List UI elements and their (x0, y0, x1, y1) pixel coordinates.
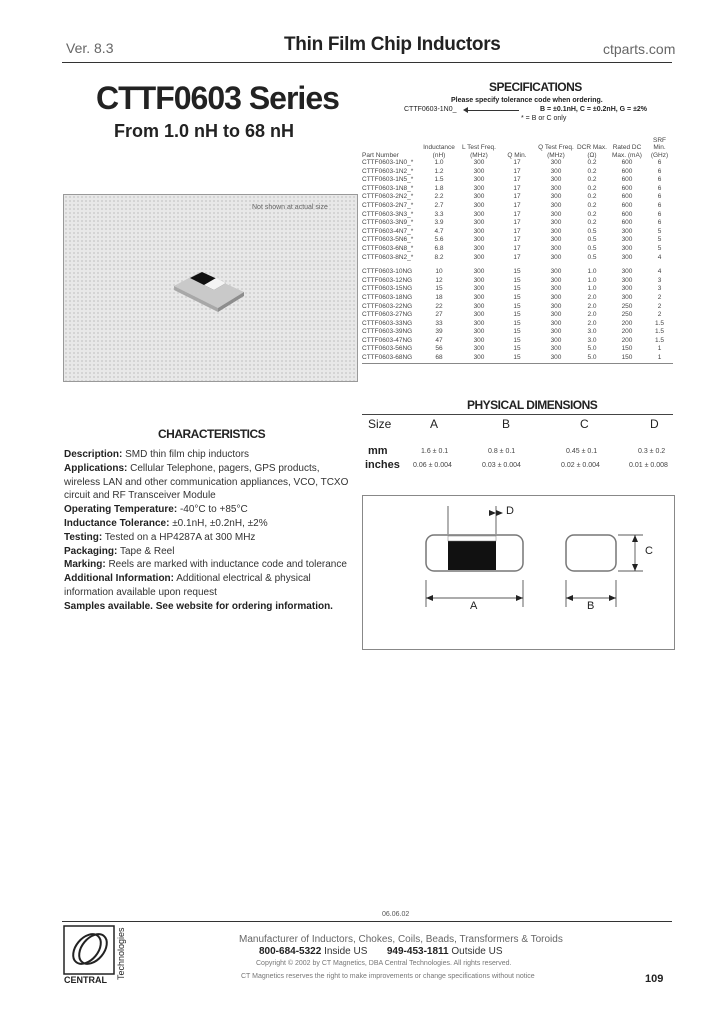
char-key: Marking: (64, 559, 106, 571)
spec-cell: CTTF0603-18NG (362, 293, 413, 301)
col-q-min: Q Min. (507, 151, 527, 159)
char-marking (64, 558, 354, 572)
spec-cell: 600 (621, 184, 633, 192)
spec-cell: 0.5 (587, 236, 597, 244)
spec-cell: 4 (657, 253, 662, 261)
spec-row (362, 236, 673, 245)
spec-row (362, 268, 673, 277)
dimension-drawing (363, 496, 674, 649)
header-rule (62, 62, 672, 63)
spec-row (362, 294, 673, 303)
spec-cell: CTTF0603-33NG (362, 319, 413, 327)
spec-cell: 2.0 (587, 293, 597, 301)
spec-cell: 5.0 (587, 345, 597, 353)
diagram-label-a: A (470, 600, 478, 612)
char-key: Inductance Tolerance: (64, 517, 170, 529)
spec-cell: 56 (435, 345, 443, 353)
spec-cell: 1 (657, 354, 662, 362)
spec-cell: 0.2 (587, 184, 597, 192)
spec-cell: 150 (621, 354, 633, 362)
spec-cell: 300 (473, 253, 485, 261)
char-value: ±0.1nH, ±0.2nH, ±2% (172, 517, 268, 529)
spec-cell: 600 (621, 201, 633, 209)
spec-cell: 1.5 (654, 328, 665, 336)
spec-cell: 300 (550, 167, 562, 175)
spec-cell: 17 (513, 184, 521, 192)
spec-cell: CTTF0603-1N5_* (362, 176, 414, 184)
dims-mm-a: 1.6 ± 0.1 (421, 448, 449, 455)
spec-cell: 17 (513, 219, 521, 227)
spec-row (362, 277, 673, 286)
revision-date: 06.06.02 (382, 911, 410, 918)
char-packaging (64, 545, 354, 559)
spec-cell: 12 (435, 276, 443, 284)
footer-tagline: Manufacturer of Inductors, Chokes, Coils, Beads, Transformers & Toroids (239, 934, 563, 945)
spec-cell: CTTF0603-56NG (362, 345, 413, 353)
spec-cell: 300 (550, 159, 562, 166)
dims-in-d: 0.01 ± 0.008 (629, 462, 668, 469)
spec-cell: 300 (621, 285, 633, 293)
spec-cell: 47 (435, 336, 443, 344)
spec-cell: 15 (513, 354, 521, 362)
col-part-number: Part Number (362, 151, 399, 159)
spec-cell: 3.3 (434, 210, 444, 218)
spec-cell: 3 (657, 276, 662, 284)
spec-cell: CTTF0603-12NG (362, 276, 413, 284)
spec-cell: 300 (473, 302, 485, 310)
spec-cell: CTTF0603-2N2_* (362, 193, 414, 201)
spec-cell: 300 (473, 176, 485, 184)
char-key: Description: (64, 449, 123, 460)
spec-cell: 300 (621, 293, 633, 301)
tolerance-codes: B = ±0.1nH, C = ±0.2nH, G = ±2% (540, 106, 648, 113)
spec-row (362, 228, 673, 237)
page-title: Thin Film Chip Inductors (284, 34, 501, 55)
spec-row (362, 285, 673, 294)
spec-cell: 1.5 (434, 176, 444, 184)
dims-col-a: A (430, 417, 439, 431)
spec-cell: 2 (657, 302, 662, 310)
spec-cell: 300 (550, 328, 562, 336)
spec-cell: 2.2 (434, 193, 444, 201)
spec-cell: 5 (657, 236, 662, 244)
spec-cell: 17 (513, 236, 521, 244)
spec-cell: 300 (473, 219, 485, 227)
spec-cell: 300 (550, 276, 562, 284)
order-code-example: CTTF0603-1N0_ (404, 106, 457, 113)
spec-cell: 6.8 (434, 244, 444, 252)
spec-cell: 33 (435, 319, 443, 327)
spec-cell: 300 (473, 210, 485, 218)
copyright-text: Copyright © 2002 by CT Magnetics, DBA Central Technologies. All rights reserved. (256, 960, 512, 967)
spec-cell: 300 (550, 176, 562, 184)
spec-cell: 200 (621, 319, 633, 327)
spec-cell: 1 (657, 345, 662, 353)
logo-name: CENTRAL (64, 975, 107, 985)
spec-cell: 2.0 (587, 311, 597, 319)
spec-row (362, 202, 673, 211)
spec-row (362, 254, 673, 263)
spec-cell: 15 (513, 293, 521, 301)
spec-cell: 3.9 (434, 219, 444, 227)
spec-cell: 1.5 (654, 336, 665, 344)
spec-row (362, 311, 673, 320)
spec-cell: 0.2 (587, 210, 597, 218)
physical-dimensions-heading: PHYSICAL DIMENSIONS (467, 398, 598, 412)
spec-row (362, 211, 673, 220)
spec-cell: 300 (550, 201, 562, 209)
spec-cell: 300 (473, 354, 485, 362)
spec-cell: 4.7 (434, 227, 444, 235)
spec-cell: 0.5 (587, 227, 597, 235)
page-number: 109 (645, 973, 664, 985)
spec-cell: CTTF0603-22NG (362, 302, 413, 310)
spec-cell: 1.0 (434, 159, 444, 166)
spec-cell: 300 (473, 184, 485, 192)
spec-cell: 15 (513, 285, 521, 293)
series-name: CTTF0603 Series (96, 80, 339, 116)
spec-cell: 600 (621, 210, 633, 218)
spec-cell: 5 (657, 244, 662, 252)
char-key: Operating Temperature: (64, 504, 178, 516)
spec-cell: 2.0 (587, 319, 597, 327)
phone-outside-note: Outside US (451, 946, 503, 957)
spec-cell: 300 (473, 193, 485, 201)
col-rated-dc: Rated DC Max. (mA) (612, 144, 642, 159)
spec-cell: 1.0 (587, 268, 597, 276)
spec-cell: 1.8 (434, 184, 444, 192)
spec-cell: 300 (550, 319, 562, 327)
col-srf-min: SRF Min. (GHz) (650, 136, 669, 159)
spec-row (362, 245, 673, 254)
spec-cell: 17 (513, 193, 521, 201)
spec-cell: 0.2 (587, 176, 597, 184)
spec-cell: CTTF0603-39NG (362, 328, 413, 336)
spec-cell: 8.2 (434, 253, 444, 261)
spec-cell: CTTF0603-10NG (362, 268, 413, 276)
spec-cell: 300 (473, 285, 485, 293)
spec-cell: 6 (657, 159, 662, 166)
dims-in-a: 0.06 ± 0.004 (413, 462, 452, 469)
spec-cell: 3.0 (587, 328, 597, 336)
spec-cell: 300 (621, 253, 633, 261)
dims-size-label: Size (368, 417, 392, 431)
spec-cell: 6 (657, 184, 662, 192)
spec-cell: 300 (550, 219, 562, 227)
spec-cell: 300 (473, 276, 485, 284)
logo-side-text: Technologies (116, 927, 126, 980)
dims-col-b: B (502, 417, 511, 431)
series-range: From 1.0 nH to 68 nH (114, 121, 295, 141)
version-label: Ver. 8.3 (66, 40, 114, 56)
char-value: -40°C to +85°C (179, 504, 248, 516)
spec-cell: 0.2 (587, 159, 597, 166)
char-value: Additional electrical & physical information available upon request (64, 573, 311, 598)
spec-cell: 2 (657, 293, 662, 301)
spec-cell: 300 (473, 336, 485, 344)
char-key: Testing: (64, 531, 103, 543)
dims-col-c: C (580, 417, 589, 431)
spec-cell: CTTF0603-1N8_* (362, 184, 414, 192)
spec-cell: 6 (657, 176, 662, 184)
col-dcr-max: DCR Max. (Ω) (577, 144, 607, 159)
char-testing (64, 531, 354, 545)
phone-inside-us[interactable]: 800-684-5322 (259, 946, 322, 957)
spec-cell: 17 (513, 244, 521, 252)
spec-cell: 300 (621, 276, 633, 284)
spec-cell: 6 (657, 210, 662, 218)
spec-cell: 0.2 (587, 201, 597, 209)
char-key: Packaging: (64, 545, 118, 557)
spec-cell: CTTF0603-1N2_* (362, 167, 414, 175)
spec-cell: 0.5 (587, 253, 597, 261)
spec-cell: 300 (550, 285, 562, 293)
spec-cell: 1.5 (654, 319, 665, 327)
spec-cell: 5.6 (434, 236, 444, 244)
spec-cell: 300 (473, 201, 485, 209)
chip-inductor-illustration (170, 258, 250, 313)
spec-cell: 17 (513, 201, 521, 209)
spec-cell: CTTF0603-5N6_* (362, 236, 414, 244)
spec-cell: 250 (621, 302, 633, 310)
spec-cell: 2.0 (587, 302, 597, 310)
spec-row (362, 159, 673, 168)
spec-cell: 600 (621, 193, 633, 201)
spec-cell: 300 (473, 227, 485, 235)
spec-cell: 300 (473, 319, 485, 327)
spec-cell: 15 (513, 276, 521, 284)
spec-cell: 300 (621, 236, 633, 244)
char-value: Tested on a HP4287A at 300 MHz (104, 531, 256, 543)
samples-note: Samples available. See website for ordering information. (64, 600, 333, 612)
spec-cell: 300 (550, 193, 562, 201)
spec-cell: 300 (473, 236, 485, 244)
spec-cell: 300 (473, 167, 485, 175)
characteristics-list (64, 448, 354, 614)
spec-cell: 250 (621, 311, 633, 319)
spec-cell: 3.0 (587, 336, 597, 344)
spec-cell: 300 (550, 210, 562, 218)
spec-cell: 1.0 (587, 276, 597, 284)
spec-cell: 27 (435, 311, 443, 319)
dims-inches-label: inches (365, 459, 400, 471)
spec-cell: 600 (621, 219, 633, 227)
spec-row (362, 328, 673, 337)
characteristics-heading: CHARACTERISTICS (158, 427, 266, 441)
spec-cell: 300 (550, 227, 562, 235)
spec-cell: 15 (513, 302, 521, 310)
spec-cell: 6 (657, 167, 662, 175)
spec-cell: 39 (435, 328, 443, 336)
spec-table-body (362, 159, 673, 363)
spec-cell: 300 (550, 184, 562, 192)
spec-cell: CTTF0603-47NG (362, 336, 413, 344)
char-key: Additional Information: (64, 573, 174, 585)
central-logo-icon (63, 925, 115, 975)
col-q-test-freq: Q Test Freq. (MHz) (538, 144, 574, 159)
chip-side-view (566, 535, 616, 571)
spec-cell: 300 (621, 227, 633, 235)
spec-cell: 68 (435, 354, 443, 362)
spec-cell: 1.2 (434, 167, 444, 175)
specifications-heading: SPECIFICATIONS (489, 80, 582, 94)
website-link[interactable]: ctparts.com (603, 41, 676, 57)
spec-row (362, 219, 673, 228)
spec-cell: CTTF0603-3N9_* (362, 219, 414, 227)
spec-cell: 300 (550, 293, 562, 301)
spec-cell: CTTF0603-4N7_* (362, 227, 414, 235)
spec-cell: 15 (513, 268, 521, 276)
spec-row (362, 176, 673, 185)
spec-cell: 300 (473, 328, 485, 336)
bc-note: * = B or C only (521, 115, 567, 122)
dims-mm-c: 0.45 ± 0.1 (566, 448, 598, 455)
spec-cell: 600 (621, 167, 633, 175)
footer-rule (62, 921, 672, 922)
spec-cell: 6 (657, 193, 662, 201)
spec-cell: 10 (435, 268, 443, 276)
spec-row (362, 193, 673, 202)
char-additional-info (64, 572, 354, 600)
spec-cell: 300 (473, 293, 485, 301)
photo-caption: Not shown at actual size (252, 204, 328, 211)
spec-row (362, 185, 673, 194)
char-inductance-tolerance (64, 517, 354, 531)
spec-row (362, 320, 673, 329)
spec-cell: 0.2 (587, 193, 597, 201)
diagram-label-d: D (506, 505, 514, 517)
spec-cell: 6 (657, 219, 662, 227)
spec-cell: CTTF0603-3N3_* (362, 210, 414, 218)
spec-cell: 17 (513, 253, 521, 261)
spec-row (362, 354, 673, 363)
spec-cell: 300 (550, 345, 562, 353)
spec-cell: 200 (621, 336, 633, 344)
spec-cell: 15 (513, 319, 521, 327)
spec-cell: 300 (550, 311, 562, 319)
col-l-test-freq: L Test Freq. (MHz) (462, 144, 496, 159)
spec-cell: 300 (550, 302, 562, 310)
spec-row (362, 345, 673, 354)
char-key: Applications: (64, 462, 128, 474)
phone-outside-us[interactable]: 949-453-1811 (386, 946, 449, 957)
spec-cell: 4 (657, 268, 662, 276)
phone-inside-note: Inside US (324, 946, 368, 957)
spec-cell: 150 (621, 345, 633, 353)
spec-cell: 300 (550, 244, 562, 252)
spec-cell: 300 (550, 268, 562, 276)
dims-in-b: 0.03 ± 0.004 (482, 462, 521, 469)
spec-cell: 18 (435, 293, 443, 301)
dimensions-rule (362, 414, 673, 415)
spec-cell: 300 (550, 336, 562, 344)
char-value: SMD thin film chip inductors (125, 449, 250, 460)
spec-cell: 300 (473, 311, 485, 319)
spec-cell: CTTF0603-27NG (362, 311, 413, 319)
spec-cell: 300 (550, 253, 562, 261)
spec-cell: 600 (621, 176, 633, 184)
diagram-label-c: C (645, 545, 653, 557)
dims-in-c: 0.02 ± 0.004 (561, 462, 600, 469)
spec-cell: 200 (621, 328, 633, 336)
spec-cell: 300 (550, 236, 562, 244)
col-inductance: Inductance (nH) (423, 144, 455, 159)
spec-cell: 300 (473, 345, 485, 353)
disclaimer-text: CT Magnetics reserves the right to make improvements or change specifications without notice (241, 973, 535, 980)
spec-cell: 2.7 (434, 201, 444, 209)
spec-cell: 17 (513, 167, 521, 175)
spec-cell: 300 (473, 268, 485, 276)
dims-mm-label: mm (368, 445, 388, 457)
spec-cell: 600 (621, 159, 633, 166)
spec-cell: 15 (513, 336, 521, 344)
spec-row (362, 168, 673, 177)
spec-cell: 22 (435, 302, 443, 310)
spec-cell: 6 (657, 201, 662, 209)
spec-cell: 17 (513, 227, 521, 235)
spec-cell: CTTF0603-2N7_* (362, 201, 414, 209)
spec-cell: 3 (657, 285, 662, 293)
char-applications (64, 462, 354, 503)
spec-cell: 1.0 (587, 285, 597, 293)
dims-col-d: D (650, 417, 659, 431)
spec-row (362, 337, 673, 346)
dimension-diagram (362, 495, 675, 650)
diagram-label-b: B (587, 600, 595, 612)
spec-cell: 2 (657, 311, 662, 319)
dims-mm-d: 0.3 ± 0.2 (638, 448, 666, 455)
spec-cell: 15 (513, 345, 521, 353)
spec-cell: 300 (473, 159, 485, 166)
spec-cell: 17 (513, 176, 521, 184)
dims-mm-b: 0.8 ± 0.1 (488, 448, 516, 455)
spec-cell: 15 (513, 311, 521, 319)
spec-cell: 17 (513, 210, 521, 218)
spec-cell: 17 (513, 159, 521, 166)
spec-cell: CTTF0603-68NG (362, 354, 413, 362)
spec-cell: 5.0 (587, 354, 597, 362)
char-operating-temp (64, 503, 354, 517)
spec-cell: 300 (473, 244, 485, 252)
spec-cell: 300 (550, 354, 562, 362)
order-code-arrow (467, 110, 519, 111)
spec-cell: 15 (513, 328, 521, 336)
spec-cell: CTTF0603-15NG (362, 285, 413, 293)
char-value: Tape & Reel (119, 545, 175, 557)
spec-cell: CTTF0603-1N0_* (362, 159, 414, 166)
spec-cell: 15 (435, 285, 443, 293)
spec-cell: CTTF0603-8N2_* (362, 253, 414, 261)
char-value: Cellular Telephone, pagers, GPS products, wireless LAN and other communication appliances, VCO, TCXO circuit and RF Transceiver Module (64, 462, 349, 502)
spec-cell: 300 (621, 268, 633, 276)
char-description (64, 448, 354, 462)
spec-row (362, 303, 673, 312)
tolerance-note: Please specify tolerance code when ordering. (451, 97, 603, 104)
spec-cell: 5 (657, 227, 662, 235)
specifications-table (362, 132, 673, 364)
spec-cell: 0.5 (587, 244, 597, 252)
spec-cell: 300 (621, 244, 633, 252)
spec-cell: 0.2 (587, 167, 597, 175)
spec-cell: 0.2 (587, 219, 597, 227)
spec-header-row (362, 132, 673, 159)
char-value: Reels are marked with inductance code and tolerance (108, 559, 347, 571)
footer-phones (259, 946, 503, 957)
spec-cell: CTTF0603-6N8_* (362, 244, 414, 252)
